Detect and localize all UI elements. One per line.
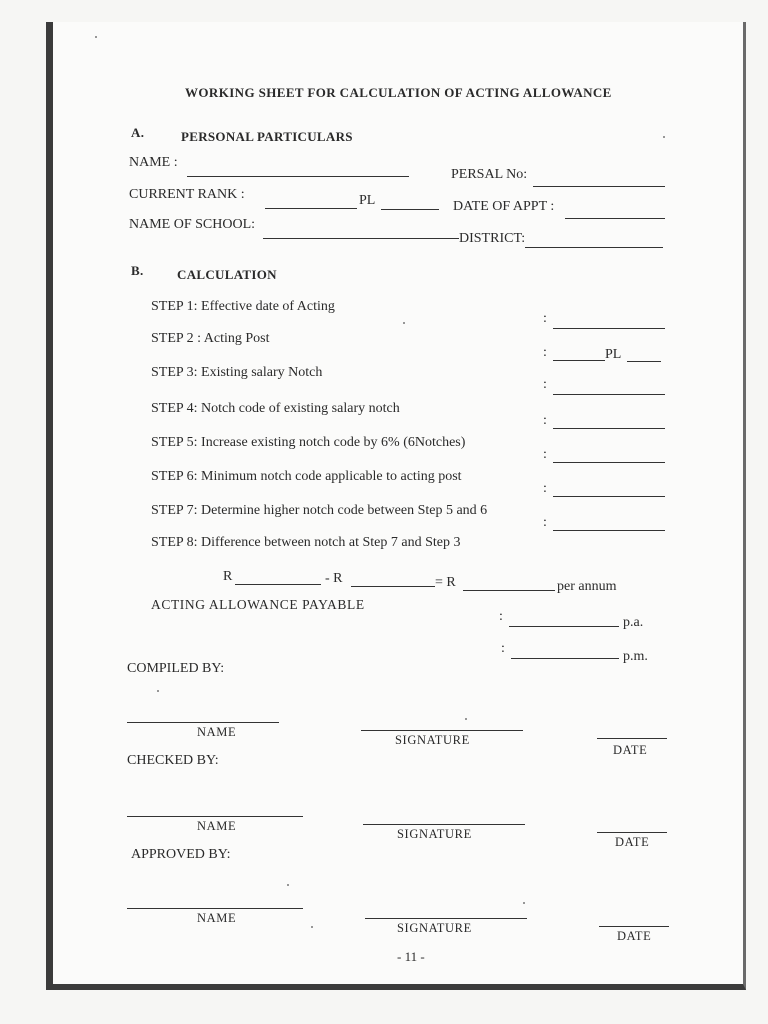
- current-rank-pl-line[interactable]: [381, 209, 439, 210]
- persal-label: PERSAL No:: [451, 167, 528, 182]
- section-a-heading: PERSONAL PARTICULARS: [181, 129, 353, 144]
- formula-blank-3[interactable]: [463, 590, 555, 591]
- scan-speck: [663, 136, 665, 138]
- compiled-name-line[interactable]: [127, 722, 279, 723]
- pa-colon: :: [499, 609, 503, 624]
- checked-signature-line[interactable]: [363, 824, 525, 825]
- compiled-by-label: COMPILED BY:: [127, 661, 225, 676]
- section-a-letter: A.: [131, 125, 145, 140]
- page-title: WORKING SHEET FOR CALCULATION OF ACTING ALLOWANCE: [185, 85, 612, 100]
- scan-speck: [287, 884, 289, 886]
- step-7-field-line[interactable]: [553, 530, 665, 531]
- step-4-label: STEP 4: Notch code of existing salary notch: [151, 401, 400, 416]
- checked-name-label: NAME: [197, 819, 237, 833]
- formula-minus-r: - R: [325, 571, 343, 586]
- step-1-label: STEP 1: Effective date of Acting: [151, 299, 335, 314]
- step-4-colon: :: [543, 413, 547, 428]
- formula-blank-2[interactable]: [351, 586, 435, 587]
- step-3-colon: :: [543, 377, 547, 392]
- step-1-field-line[interactable]: [553, 328, 665, 329]
- compiled-date-label: DATE: [613, 743, 648, 757]
- current-rank-pl-label: PL: [359, 193, 376, 208]
- approved-date-line[interactable]: [599, 926, 669, 927]
- checked-signature-label: SIGNATURE: [397, 827, 472, 841]
- scan-speck: [95, 36, 97, 38]
- step-3-label: STEP 3: Existing salary Notch: [151, 365, 323, 380]
- current-rank-field-line[interactable]: [265, 208, 357, 209]
- pa-field-line[interactable]: [509, 626, 619, 627]
- step-5-field-line[interactable]: [553, 462, 665, 463]
- name-of-school-field-line[interactable]: [263, 238, 459, 239]
- scan-speck: [523, 902, 525, 904]
- persal-field-line[interactable]: [533, 186, 665, 187]
- step-2-pl-line[interactable]: [627, 361, 661, 362]
- step-6-label: STEP 6: Minimum notch code applicable to acting post: [151, 469, 462, 484]
- approved-signature-label: SIGNATURE: [397, 921, 472, 935]
- step-7-colon: :: [543, 515, 547, 530]
- name-of-school-label: NAME OF SCHOOL:: [129, 217, 256, 232]
- step-2-colon: :: [543, 345, 547, 360]
- current-rank-label: CURRENT RANK :: [129, 187, 245, 202]
- formula-blank-1[interactable]: [235, 584, 321, 585]
- document-page: [46, 22, 746, 990]
- district-field-line[interactable]: [525, 247, 663, 248]
- step-3-field-line[interactable]: [553, 394, 665, 395]
- step-5-label: STEP 5: Increase existing notch code by 6% (6Notches): [151, 435, 466, 450]
- date-of-appt-field-line[interactable]: [565, 218, 665, 219]
- checked-name-line[interactable]: [127, 816, 303, 817]
- scan-speck: [465, 718, 467, 720]
- step-1-colon: :: [543, 311, 547, 326]
- pm-field-line[interactable]: [511, 658, 619, 659]
- step-6-colon: :: [543, 481, 547, 496]
- compiled-date-line[interactable]: [597, 738, 667, 739]
- district-label: DISTRICT:: [459, 231, 526, 246]
- section-b-heading: CALCULATION: [177, 267, 277, 282]
- step-7-label: STEP 7: Determine higher notch code between Step 5 and 6: [151, 503, 488, 518]
- scan-speck: [311, 926, 313, 928]
- approved-by-label: APPROVED BY:: [131, 847, 231, 862]
- scan-speck: [157, 690, 159, 692]
- section-b-letter: B.: [131, 263, 144, 278]
- step-4-field-line[interactable]: [553, 428, 665, 429]
- scan-speck: [403, 322, 405, 324]
- formula-per-annum: per annum: [557, 579, 617, 594]
- pm-label: p.m.: [623, 649, 648, 664]
- pa-label: p.a.: [623, 615, 644, 630]
- checked-date-label: DATE: [615, 835, 650, 849]
- compiled-name-label: NAME: [197, 725, 237, 739]
- approved-name-line[interactable]: [127, 908, 303, 909]
- step-5-colon: :: [543, 447, 547, 462]
- approved-date-label: DATE: [617, 929, 652, 943]
- step-2-label: STEP 2 : Acting Post: [151, 331, 270, 346]
- step-6-field-line[interactable]: [553, 496, 665, 497]
- acting-allowance-payable-label: ACTING ALLOWANCE PAYABLE: [151, 597, 365, 612]
- page-number: - 11 -: [397, 949, 425, 964]
- date-of-appt-label: DATE OF APPT :: [453, 199, 555, 214]
- formula-equals-r: = R: [435, 575, 456, 590]
- name-label: NAME :: [129, 155, 178, 170]
- compiled-signature-line[interactable]: [361, 730, 523, 731]
- checked-date-line[interactable]: [597, 832, 667, 833]
- step-2-field-line[interactable]: [553, 360, 605, 361]
- compiled-signature-label: SIGNATURE: [395, 733, 470, 747]
- name-field-line[interactable]: [187, 176, 409, 177]
- pm-colon: :: [501, 641, 505, 656]
- formula-r1: R: [223, 569, 233, 584]
- checked-by-label: CHECKED BY:: [127, 753, 219, 768]
- approved-signature-line[interactable]: [365, 918, 527, 919]
- approved-name-label: NAME: [197, 911, 237, 925]
- step-2-pl-label: PL: [605, 347, 622, 362]
- step-8-label: STEP 8: Difference between notch at Step 7 and Step 3: [151, 535, 461, 550]
